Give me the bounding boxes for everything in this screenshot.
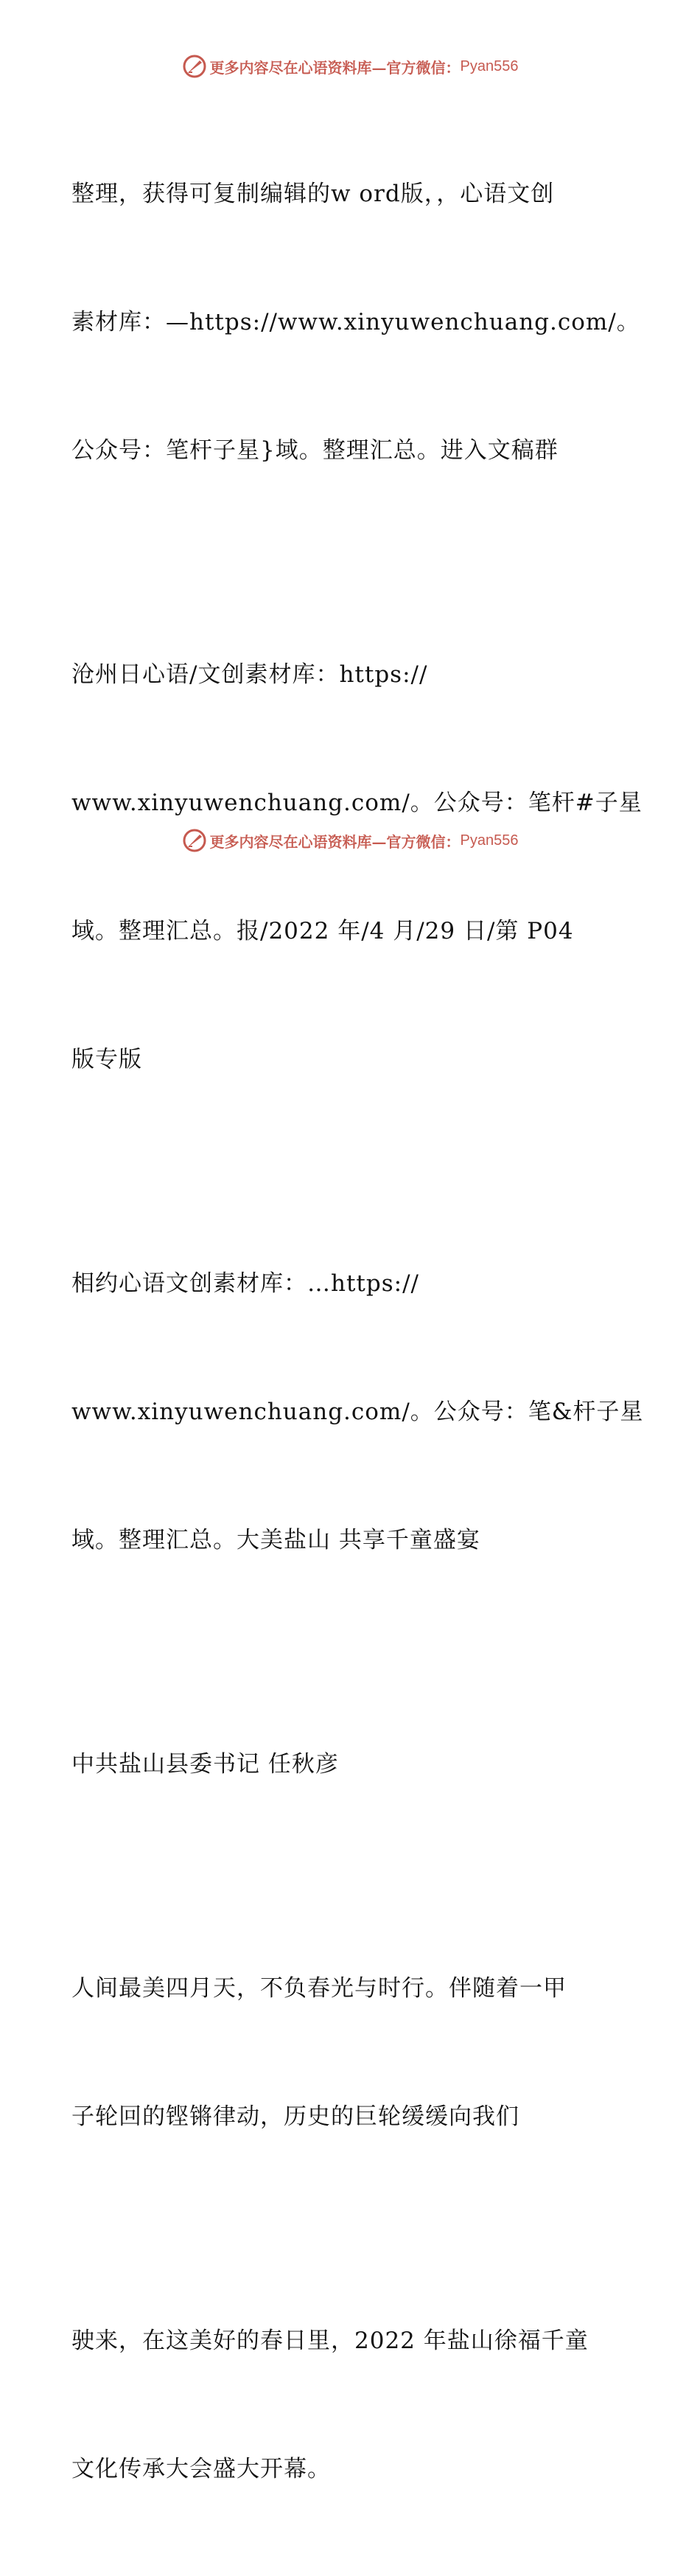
paragraph-line: 文化传承大会盛大开幕。 <box>71 2456 331 2482</box>
paragraph-line: 中共盐山县委书记 任秋彦 <box>71 1751 339 1778</box>
footer-banner <box>0 826 700 855</box>
feather-logo-icon <box>182 54 207 79</box>
header-banner-text: 更多内容尽在心语资料库—官方微信： <box>209 58 461 77</box>
paragraph-line: 公众号：笔杆子星}域。整理汇总。进入文稿群 <box>71 437 559 464</box>
footer-banner-wechat-id: Pyan556 <box>460 832 519 849</box>
paragraph-3 <box>71 1177 644 1647</box>
paragraph-line: 人间最美四月天，不负春光与时行。伴随着一甲 <box>71 1975 567 2002</box>
paragraph-2 <box>71 568 643 1166</box>
paragraph-line: 域。整理汇总。报/2022 年/4 月/29 日/第 P04 <box>71 918 574 944</box>
paragraph-line: 驶来，在这美好的春日里，2022 年盐山徐福千童 <box>71 2328 589 2354</box>
paragraph-4-author <box>71 1657 631 1871</box>
paragraph-line: 域。整理汇总。大美盐山 共享千童盛宴 <box>71 1527 480 1553</box>
header-banner <box>0 52 700 81</box>
paragraph-6 <box>71 2234 631 2576</box>
paragraph-line: 素材库：—https://www.xinyuwenchuang.com/。 <box>71 309 640 335</box>
paragraph-line: www.xinyuwenchuang.com/。公众号：笔&杆子星 <box>71 1399 644 1425</box>
paragraph-line: 沧州日心语/文创素材库：https:// <box>71 661 428 688</box>
header-banner-wechat-id: Pyan556 <box>460 58 519 74</box>
paragraph-line: 整理，获得可复制编辑的w ord版，，心语文创 <box>71 181 555 207</box>
footer-banner-text: 更多内容尽在心语资料库—官方微信： <box>209 832 461 851</box>
paragraph-line: 相约心语文创素材库：…https:// <box>71 1270 419 1297</box>
document-body <box>71 87 644 2576</box>
paragraph-line: www.xinyuwenchuang.com/。公众号：笔杆#子星 <box>71 790 643 816</box>
feather-logo-icon <box>182 828 207 853</box>
paragraph-line: 子轮回的铿锵律动，历史的巨轮缓缓向我们 <box>71 2103 519 2130</box>
paragraph-line: 版专版 <box>71 1046 142 1073</box>
paragraph-1 <box>71 87 640 557</box>
paragraph-5 <box>71 1881 631 2224</box>
